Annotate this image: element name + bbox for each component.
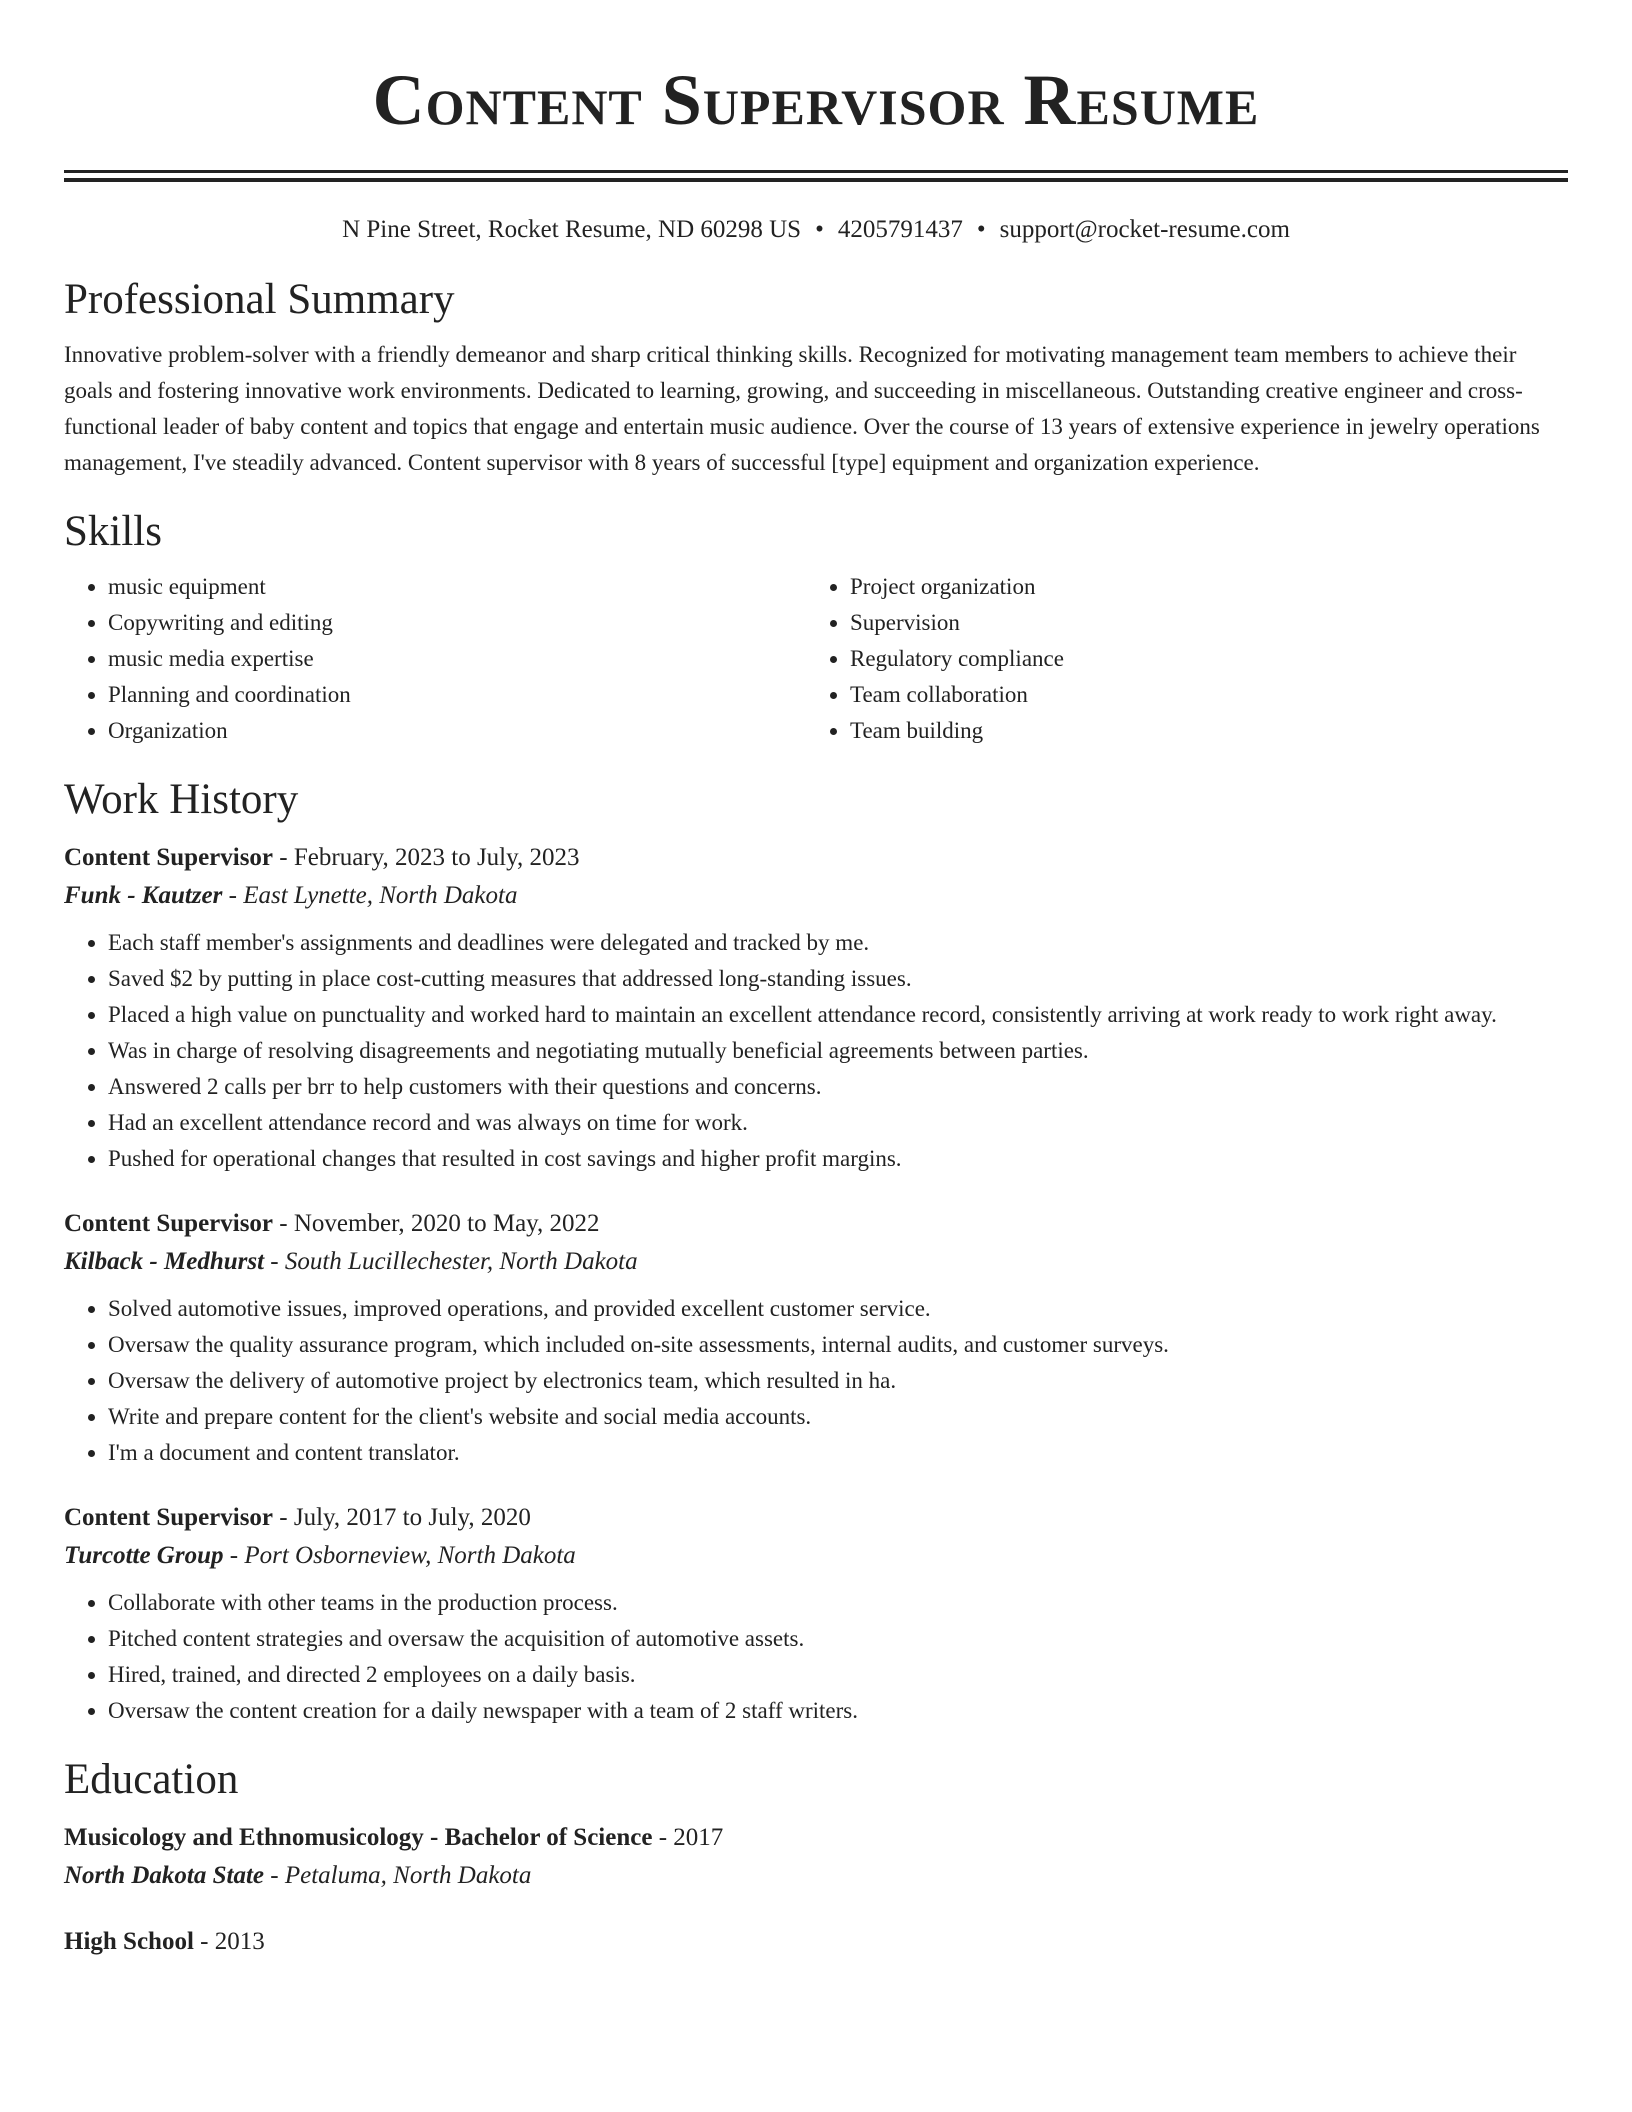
education-school-line: North Dakota State - Petaluma, North Dakota: [64, 1862, 532, 1889]
section-heading-skills: Skills: [64, 508, 162, 555]
summary-paragraph: Innovative problem-solver with a friendly demeanor and sharp critical thinking skills. Recognized for motivating management team members to achieve their goals and fostering innovative work environments. Dedicated to learning, growing, and succeeding in miscellaneous. Outstanding creative engineer and cross-functional leader of baby content and topics that engage and entertain music audience. Over the course of 13 years of extensive experience in jewelry operations management, I've steadily advanced. Content supervisor with 8 years of successful [type] equipment and organization experience.: [64, 342, 1540, 475]
skill-item: • Team collaboration: [850, 677, 1548, 713]
education-location: Petaluma, North Dakota: [284, 1862, 532, 1889]
job-location: Port Osborneview, North Dakota: [244, 1542, 576, 1569]
job-bullet: • Collaborate with other teams in the production process.: [108, 1585, 1568, 1621]
job-title-line: Content Supervisor - February, 2023 to July, 2023: [64, 844, 580, 871]
job-company: Kilback - Medhurst: [64, 1248, 265, 1275]
skill-item: • music media expertise: [108, 641, 806, 677]
job-bullet: • Solved automotive issues, improved operations, and provided excellent customer service.: [108, 1291, 1568, 1327]
contact-email: support@rocket-resume.com: [999, 216, 1290, 243]
education-year: 2017: [673, 1824, 724, 1851]
education-degree: High School: [64, 1928, 194, 1955]
skill-item: • Regulatory compliance: [850, 641, 1548, 677]
job-bullet: • Answered 2 calls per brr to help customers with their questions and concerns.: [108, 1069, 1568, 1105]
job-bullet: • Oversaw the content creation for a daily newspaper with a team of 2 staff writers.: [108, 1693, 1568, 1729]
job-location: South Lucillechester, North Dakota: [284, 1248, 638, 1275]
job-bullet: • I'm a document and content translator.: [108, 1435, 1568, 1471]
job-company-line: Kilback - Medhurst - South Lucillechester, North Dakota: [64, 1248, 638, 1275]
job-bullet: • Write and prepare content for the client's website and social media accounts.: [108, 1399, 1568, 1435]
title-double-rule: [64, 170, 1568, 182]
education-year: 2013: [214, 1928, 265, 1955]
job-company: Funk - Kautzer: [64, 882, 223, 909]
job-bullet: • Had an excellent attendance record and was always on time for work.: [108, 1105, 1568, 1141]
job-bullet: • Hired, trained, and directed 2 employees on a daily basis.: [108, 1657, 1568, 1693]
job-company-line: Funk - Kautzer - East Lynette, North Dakota: [64, 882, 518, 909]
job-title: Content Supervisor: [64, 1504, 274, 1531]
skills-columns: [64, 569, 1568, 749]
job-location: East Lynette, North Dakota: [243, 882, 518, 909]
education-school: North Dakota State: [64, 1862, 265, 1889]
section-heading-education: Education: [64, 1756, 239, 1803]
job-company: Turcotte Group: [64, 1542, 224, 1569]
job-bullet: • Placed a high value on punctuality and worked hard to maintain an excellent attendance record, consistently arriving at work ready to work right away.: [108, 997, 1568, 1033]
skills-list-right: [806, 569, 1548, 749]
job-title: Content Supervisor: [64, 1210, 274, 1237]
skill-item: • Project organization: [850, 569, 1548, 605]
resume-title: Content Supervisor Resume: [372, 60, 1260, 140]
skill-item: • Planning and coordination: [108, 677, 806, 713]
job-bullets: [64, 1291, 1568, 1471]
job-dates: February, 2023 to July, 2023: [293, 844, 580, 871]
education-entry: [64, 1923, 1568, 1961]
skill-item: • Team building: [850, 713, 1548, 749]
job-entry: [64, 1499, 1568, 1729]
contact-separator: •: [815, 216, 824, 243]
job-dates: November, 2020 to May, 2022: [293, 1210, 600, 1237]
job-bullets: [64, 1585, 1568, 1729]
job-dates: July, 2017 to July, 2020: [293, 1504, 531, 1531]
skill-item: • music equipment: [108, 569, 806, 605]
skill-item: • Organization: [108, 713, 806, 749]
section-heading-work-history: Work History: [64, 776, 299, 823]
contact-address: N Pine Street, Rocket Resume, ND 60298 US: [342, 216, 802, 243]
skill-item: • Supervision: [850, 605, 1548, 641]
job-bullet: • Saved $2 by putting in place cost-cutting measures that addressed long-standing issues.: [108, 961, 1568, 997]
contact-line: [64, 213, 1568, 247]
job-entry: [64, 839, 1568, 1177]
job-bullet: • Pushed for operational changes that resulted in cost savings and higher profit margins.: [108, 1141, 1568, 1177]
job-bullet: • Pitched content strategies and oversaw the acquisition of automotive assets.: [108, 1621, 1568, 1657]
education-degree: Musicology and Ethnomusicology - Bachelor of Science: [64, 1824, 653, 1851]
job-title-line: Content Supervisor - July, 2017 to July, 2020: [64, 1504, 531, 1531]
job-company-line: Turcotte Group - Port Osborneview, North Dakota: [64, 1542, 576, 1569]
section-heading-summary: Professional Summary: [64, 276, 455, 323]
job-bullet: • Oversaw the quality assurance program, which included on-site assessments, internal audits, and customer surveys.: [108, 1327, 1568, 1363]
contact-separator: •: [976, 216, 986, 243]
education-degree-line: High School - 2013: [64, 1928, 265, 1955]
skills-list-left: [64, 569, 806, 749]
job-title: Content Supervisor: [64, 844, 274, 871]
job-bullet: • Each staff member's assignments and deadlines were delegated and tracked by me.: [108, 925, 1568, 961]
job-title-line: Content Supervisor - November, 2020 to May, 2022: [64, 1210, 600, 1237]
contact-phone: 4205791437: [837, 216, 963, 243]
education-degree-line: Musicology and Ethnomusicology - Bachelor of Science - 2017: [64, 1824, 724, 1851]
skill-item: • Copywriting and editing: [108, 605, 806, 641]
education-entry: [64, 1819, 1568, 1895]
job-bullet: • Oversaw the delivery of automotive project by electronics team, which resulted in ha.: [108, 1363, 1568, 1399]
job-entry: [64, 1205, 1568, 1471]
job-bullets: [64, 925, 1568, 1177]
job-bullet: • Was in charge of resolving disagreements and negotiating mutually beneficial agreements between parties.: [108, 1033, 1568, 1069]
